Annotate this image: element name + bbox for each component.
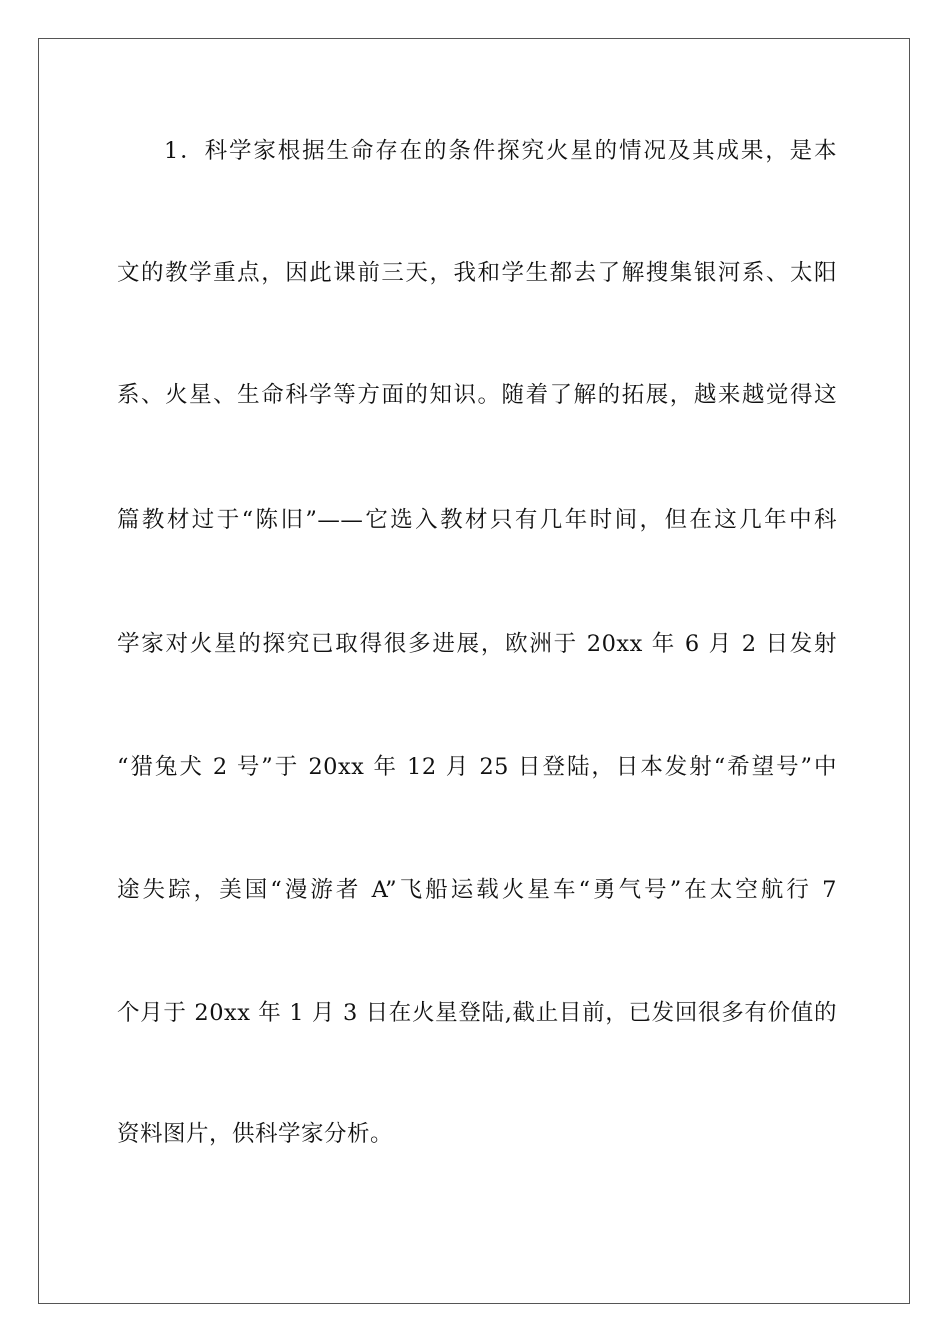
- paragraph-line-2: 文的教学重点，因此课前三天，我和学生都去了解搜集银河系、太阳: [117, 260, 837, 286]
- paragraph-line-7: 途失踪，美国“漫游者 A”飞船运载火星车“勇气号”在太空航行 7: [117, 877, 837, 903]
- paragraph-line-3: 系、火星、生命科学等方面的知识。随着了解的拓展，越来越觉得这: [117, 382, 837, 408]
- paragraph-line-6: “猎兔犬 2 号”于 20xx 年 12 月 25 日登陆，日本发射“希望号”中: [117, 754, 837, 780]
- paragraph-line-1: 1．科学家根据生命存在的条件探究火星的情况及其成果，是本: [164, 138, 837, 164]
- paragraph-line-5: 学家对火星的探究已取得很多进展，欧洲于 20xx 年 6 月 2 日发射: [117, 631, 837, 657]
- paragraph-line-8: 个月于 20xx 年 1 月 3 日在火星登陆,截止目前，已发回很多有价值的: [117, 1000, 837, 1026]
- page-frame: [38, 38, 910, 1304]
- paragraph-line-9: 资料图片，供科学家分析。: [117, 1121, 394, 1147]
- paragraph-line-4: 篇教材过于“陈旧”——它选入教材只有几年时间，但在这几年中科: [117, 507, 837, 533]
